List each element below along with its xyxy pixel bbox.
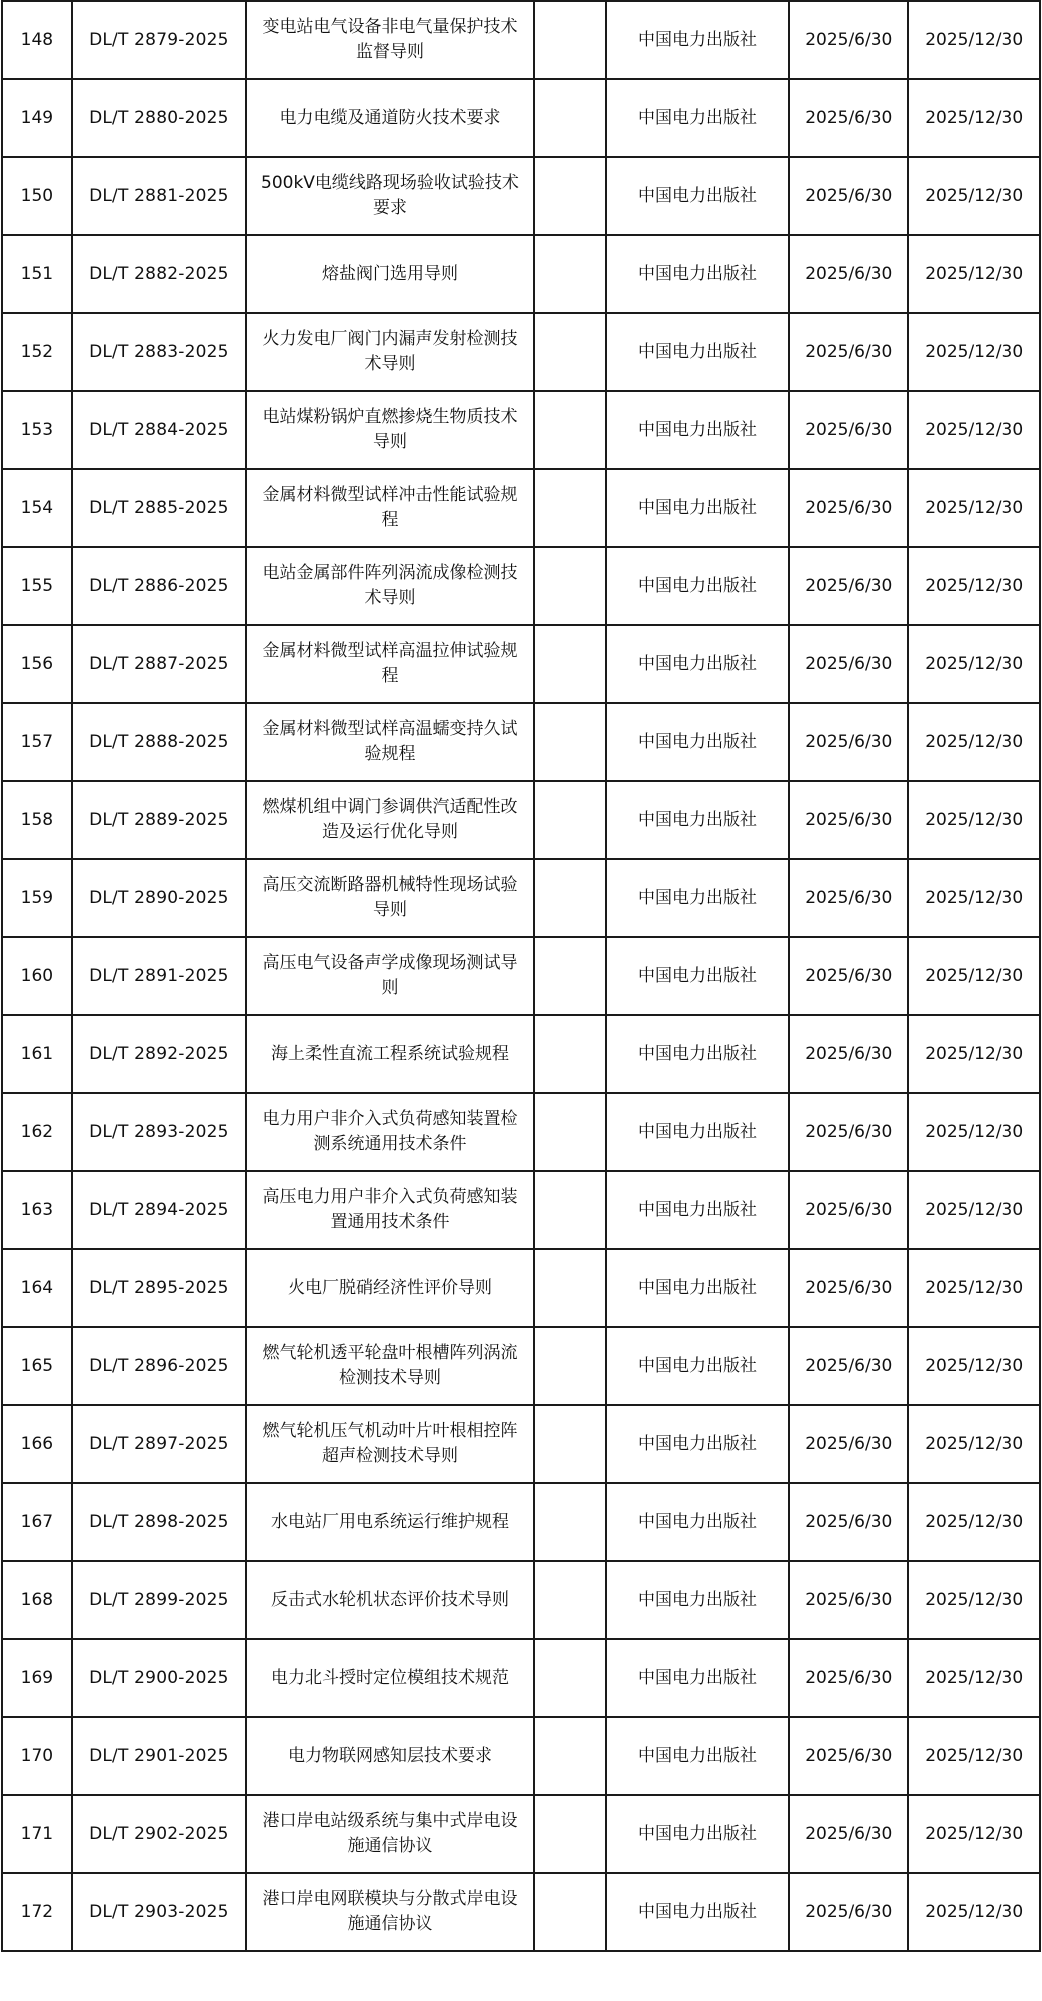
publisher-cell: 中国电力出版社	[606, 235, 789, 313]
row-number-cell: 153	[2, 391, 72, 469]
table-row	[2, 937, 1040, 1015]
replaced-standard-cell	[534, 859, 606, 937]
issue-date-cell: 2025/6/30	[789, 469, 908, 547]
issue-date-cell: 2025/6/30	[789, 391, 908, 469]
replaced-standard-cell	[534, 391, 606, 469]
publisher-cell: 中国电力出版社	[606, 625, 789, 703]
issue-date-cell: 2025/6/30	[789, 1483, 908, 1561]
implementation-date-cell: 2025/12/30	[908, 1249, 1040, 1327]
table-row	[2, 547, 1040, 625]
publisher-cell: 中国电力出版社	[606, 781, 789, 859]
publisher-cell: 中国电力出版社	[606, 703, 789, 781]
standard-name-cell: 电站煤粉锅炉直燃掺烧生物质技术导则	[246, 391, 534, 469]
table-row	[2, 235, 1040, 313]
replaced-standard-cell	[534, 1483, 606, 1561]
standard-code-cell: DL/T 2884-2025	[72, 391, 246, 469]
publisher-cell: 中国电力出版社	[606, 157, 789, 235]
standard-name-cell: 燃气轮机透平轮盘叶根槽阵列涡流检测技术导则	[246, 1327, 534, 1405]
standard-code-cell: DL/T 2901-2025	[72, 1717, 246, 1795]
row-number-cell: 170	[2, 1717, 72, 1795]
standard-code-cell: DL/T 2894-2025	[72, 1171, 246, 1249]
standard-name-cell: 电力电缆及通道防火技术要求	[246, 79, 534, 157]
standard-code-cell: DL/T 2889-2025	[72, 781, 246, 859]
issue-date-cell: 2025/6/30	[789, 157, 908, 235]
row-number-cell: 154	[2, 469, 72, 547]
implementation-date-cell: 2025/12/30	[908, 1015, 1040, 1093]
standard-code-cell: DL/T 2886-2025	[72, 547, 246, 625]
standard-name-cell: 熔盐阀门选用导则	[246, 235, 534, 313]
row-number-cell: 163	[2, 1171, 72, 1249]
issue-date-cell: 2025/6/30	[789, 1639, 908, 1717]
table-row	[2, 703, 1040, 781]
replaced-standard-cell	[534, 157, 606, 235]
standard-code-cell: DL/T 2897-2025	[72, 1405, 246, 1483]
standards-table-body	[2, 1, 1040, 1951]
issue-date-cell: 2025/6/30	[789, 235, 908, 313]
table-row	[2, 1171, 1040, 1249]
row-number-cell: 158	[2, 781, 72, 859]
standard-name-cell: 金属材料微型试样高温蠕变持久试验规程	[246, 703, 534, 781]
standard-code-cell: DL/T 2883-2025	[72, 313, 246, 391]
row-number-cell: 155	[2, 547, 72, 625]
standards-table-container	[1, 0, 1041, 1952]
issue-date-cell: 2025/6/30	[789, 1015, 908, 1093]
standard-name-cell: 港口岸电网联模块与分散式岸电设施通信协议	[246, 1873, 534, 1951]
standard-name-cell: 金属材料微型试样冲击性能试验规程	[246, 469, 534, 547]
table-row	[2, 313, 1040, 391]
replaced-standard-cell	[534, 703, 606, 781]
issue-date-cell: 2025/6/30	[789, 625, 908, 703]
row-number-cell: 161	[2, 1015, 72, 1093]
standard-code-cell: DL/T 2882-2025	[72, 235, 246, 313]
standard-name-cell: 火力发电厂阀门内漏声发射检测技术导则	[246, 313, 534, 391]
publisher-cell: 中国电力出版社	[606, 1015, 789, 1093]
standard-code-cell: DL/T 2881-2025	[72, 157, 246, 235]
publisher-cell: 中国电力出版社	[606, 1561, 789, 1639]
publisher-cell: 中国电力出版社	[606, 937, 789, 1015]
implementation-date-cell: 2025/12/30	[908, 1561, 1040, 1639]
implementation-date-cell: 2025/12/30	[908, 859, 1040, 937]
standard-name-cell: 电力用户非介入式负荷感知装置检测系统通用技术条件	[246, 1093, 534, 1171]
standard-code-cell: DL/T 2887-2025	[72, 625, 246, 703]
replaced-standard-cell	[534, 1249, 606, 1327]
row-number-cell: 168	[2, 1561, 72, 1639]
publisher-cell: 中国电力出版社	[606, 1327, 789, 1405]
implementation-date-cell: 2025/12/30	[908, 547, 1040, 625]
table-row	[2, 1483, 1040, 1561]
table-row	[2, 781, 1040, 859]
replaced-standard-cell	[534, 1795, 606, 1873]
table-row	[2, 625, 1040, 703]
standard-code-cell: DL/T 2899-2025	[72, 1561, 246, 1639]
issue-date-cell: 2025/6/30	[789, 1405, 908, 1483]
row-number-cell: 164	[2, 1249, 72, 1327]
row-number-cell: 162	[2, 1093, 72, 1171]
row-number-cell: 165	[2, 1327, 72, 1405]
issue-date-cell: 2025/6/30	[789, 1561, 908, 1639]
publisher-cell: 中国电力出版社	[606, 859, 789, 937]
publisher-cell: 中国电力出版社	[606, 391, 789, 469]
replaced-standard-cell	[534, 1171, 606, 1249]
standard-code-cell: DL/T 2890-2025	[72, 859, 246, 937]
standard-name-cell: 水电站厂用电系统运行维护规程	[246, 1483, 534, 1561]
issue-date-cell: 2025/6/30	[789, 1717, 908, 1795]
row-number-cell: 156	[2, 625, 72, 703]
table-row	[2, 79, 1040, 157]
implementation-date-cell: 2025/12/30	[908, 313, 1040, 391]
row-number-cell: 169	[2, 1639, 72, 1717]
standard-name-cell: 反击式水轮机状态评价技术导则	[246, 1561, 534, 1639]
implementation-date-cell: 2025/12/30	[908, 703, 1040, 781]
standard-name-cell: 金属材料微型试样高温拉伸试验规程	[246, 625, 534, 703]
standard-name-cell: 海上柔性直流工程系统试验规程	[246, 1015, 534, 1093]
implementation-date-cell: 2025/12/30	[908, 1873, 1040, 1951]
table-row	[2, 157, 1040, 235]
publisher-cell: 中国电力出版社	[606, 1, 789, 79]
implementation-date-cell: 2025/12/30	[908, 235, 1040, 313]
table-row	[2, 1795, 1040, 1873]
table-row	[2, 1093, 1040, 1171]
issue-date-cell: 2025/6/30	[789, 313, 908, 391]
row-number-cell: 148	[2, 1, 72, 79]
standard-name-cell: 电力北斗授时定位模组技术规范	[246, 1639, 534, 1717]
publisher-cell: 中国电力出版社	[606, 1717, 789, 1795]
implementation-date-cell: 2025/12/30	[908, 391, 1040, 469]
row-number-cell: 166	[2, 1405, 72, 1483]
standard-name-cell: 高压交流断路器机械特性现场试验导则	[246, 859, 534, 937]
implementation-date-cell: 2025/12/30	[908, 1327, 1040, 1405]
implementation-date-cell: 2025/12/30	[908, 157, 1040, 235]
publisher-cell: 中国电力出版社	[606, 1405, 789, 1483]
standard-code-cell: DL/T 2885-2025	[72, 469, 246, 547]
row-number-cell: 159	[2, 859, 72, 937]
issue-date-cell: 2025/6/30	[789, 937, 908, 1015]
row-number-cell: 160	[2, 937, 72, 1015]
replaced-standard-cell	[534, 1093, 606, 1171]
issue-date-cell: 2025/6/30	[789, 781, 908, 859]
row-number-cell: 150	[2, 157, 72, 235]
publisher-cell: 中国电力出版社	[606, 1483, 789, 1561]
standard-code-cell: DL/T 2903-2025	[72, 1873, 246, 1951]
publisher-cell: 中国电力出版社	[606, 79, 789, 157]
publisher-cell: 中国电力出版社	[606, 1171, 789, 1249]
implementation-date-cell: 2025/12/30	[908, 1795, 1040, 1873]
standard-code-cell: DL/T 2879-2025	[72, 1, 246, 79]
standard-name-cell: 火电厂脱硝经济性评价导则	[246, 1249, 534, 1327]
replaced-standard-cell	[534, 1873, 606, 1951]
standard-code-cell: DL/T 2896-2025	[72, 1327, 246, 1405]
replaced-standard-cell	[534, 625, 606, 703]
row-number-cell: 167	[2, 1483, 72, 1561]
standard-code-cell: DL/T 2888-2025	[72, 703, 246, 781]
table-row	[2, 1639, 1040, 1717]
replaced-standard-cell	[534, 1639, 606, 1717]
issue-date-cell: 2025/6/30	[789, 1, 908, 79]
table-row	[2, 1717, 1040, 1795]
standard-name-cell: 港口岸电站级系统与集中式岸电设施通信协议	[246, 1795, 534, 1873]
implementation-date-cell: 2025/12/30	[908, 1717, 1040, 1795]
implementation-date-cell: 2025/12/30	[908, 1639, 1040, 1717]
issue-date-cell: 2025/6/30	[789, 1795, 908, 1873]
implementation-date-cell: 2025/12/30	[908, 1, 1040, 79]
table-row	[2, 1327, 1040, 1405]
publisher-cell: 中国电力出版社	[606, 1873, 789, 1951]
standard-code-cell: DL/T 2891-2025	[72, 937, 246, 1015]
publisher-cell: 中国电力出版社	[606, 547, 789, 625]
standard-code-cell: DL/T 2893-2025	[72, 1093, 246, 1171]
replaced-standard-cell	[534, 1327, 606, 1405]
publisher-cell: 中国电力出版社	[606, 469, 789, 547]
issue-date-cell: 2025/6/30	[789, 859, 908, 937]
issue-date-cell: 2025/6/30	[789, 547, 908, 625]
replaced-standard-cell	[534, 1717, 606, 1795]
standard-code-cell: DL/T 2892-2025	[72, 1015, 246, 1093]
table-row	[2, 391, 1040, 469]
table-row	[2, 1015, 1040, 1093]
publisher-cell: 中国电力出版社	[606, 1639, 789, 1717]
table-row	[2, 1873, 1040, 1951]
issue-date-cell: 2025/6/30	[789, 1093, 908, 1171]
table-row	[2, 469, 1040, 547]
table-row	[2, 1249, 1040, 1327]
table-row	[2, 1561, 1040, 1639]
issue-date-cell: 2025/6/30	[789, 1873, 908, 1951]
standard-name-cell: 电力物联网感知层技术要求	[246, 1717, 534, 1795]
standard-code-cell: DL/T 2898-2025	[72, 1483, 246, 1561]
table-row	[2, 859, 1040, 937]
publisher-cell: 中国电力出版社	[606, 1093, 789, 1171]
implementation-date-cell: 2025/12/30	[908, 1171, 1040, 1249]
issue-date-cell: 2025/6/30	[789, 79, 908, 157]
replaced-standard-cell	[534, 1561, 606, 1639]
publisher-cell: 中国电力出版社	[606, 313, 789, 391]
replaced-standard-cell	[534, 937, 606, 1015]
implementation-date-cell: 2025/12/30	[908, 1483, 1040, 1561]
publisher-cell: 中国电力出版社	[606, 1249, 789, 1327]
row-number-cell: 152	[2, 313, 72, 391]
standard-name-cell: 燃气轮机压气机动叶片叶根相控阵超声检测技术导则	[246, 1405, 534, 1483]
standard-code-cell: DL/T 2900-2025	[72, 1639, 246, 1717]
standards-table	[1, 0, 1041, 1952]
standard-name-cell: 高压电力用户非介入式负荷感知装置通用技术条件	[246, 1171, 534, 1249]
replaced-standard-cell	[534, 469, 606, 547]
issue-date-cell: 2025/6/30	[789, 1327, 908, 1405]
implementation-date-cell: 2025/12/30	[908, 781, 1040, 859]
row-number-cell: 157	[2, 703, 72, 781]
row-number-cell: 151	[2, 235, 72, 313]
table-row	[2, 1, 1040, 79]
row-number-cell: 171	[2, 1795, 72, 1873]
implementation-date-cell: 2025/12/30	[908, 937, 1040, 1015]
issue-date-cell: 2025/6/30	[789, 703, 908, 781]
standard-name-cell: 高压电气设备声学成像现场测试导则	[246, 937, 534, 1015]
implementation-date-cell: 2025/12/30	[908, 1405, 1040, 1483]
row-number-cell: 172	[2, 1873, 72, 1951]
standard-code-cell: DL/T 2902-2025	[72, 1795, 246, 1873]
replaced-standard-cell	[534, 1015, 606, 1093]
implementation-date-cell: 2025/12/30	[908, 469, 1040, 547]
replaced-standard-cell	[534, 1, 606, 79]
implementation-date-cell: 2025/12/30	[908, 1093, 1040, 1171]
implementation-date-cell: 2025/12/30	[908, 79, 1040, 157]
row-number-cell: 149	[2, 79, 72, 157]
standard-name-cell: 燃煤机组中调门参调供汽适配性改造及运行优化导则	[246, 781, 534, 859]
publisher-cell: 中国电力出版社	[606, 1795, 789, 1873]
standard-name-cell: 500kV电缆线路现场验收试验技术要求	[246, 157, 534, 235]
replaced-standard-cell	[534, 781, 606, 859]
issue-date-cell: 2025/6/30	[789, 1249, 908, 1327]
standard-code-cell: DL/T 2895-2025	[72, 1249, 246, 1327]
standard-code-cell: DL/T 2880-2025	[72, 79, 246, 157]
replaced-standard-cell	[534, 547, 606, 625]
replaced-standard-cell	[534, 313, 606, 391]
replaced-standard-cell	[534, 79, 606, 157]
standard-name-cell: 电站金属部件阵列涡流成像检测技术导则	[246, 547, 534, 625]
implementation-date-cell: 2025/12/30	[908, 625, 1040, 703]
replaced-standard-cell	[534, 235, 606, 313]
standard-name-cell: 变电站电气设备非电气量保护技术监督导则	[246, 1, 534, 79]
issue-date-cell: 2025/6/30	[789, 1171, 908, 1249]
table-row	[2, 1405, 1040, 1483]
replaced-standard-cell	[534, 1405, 606, 1483]
